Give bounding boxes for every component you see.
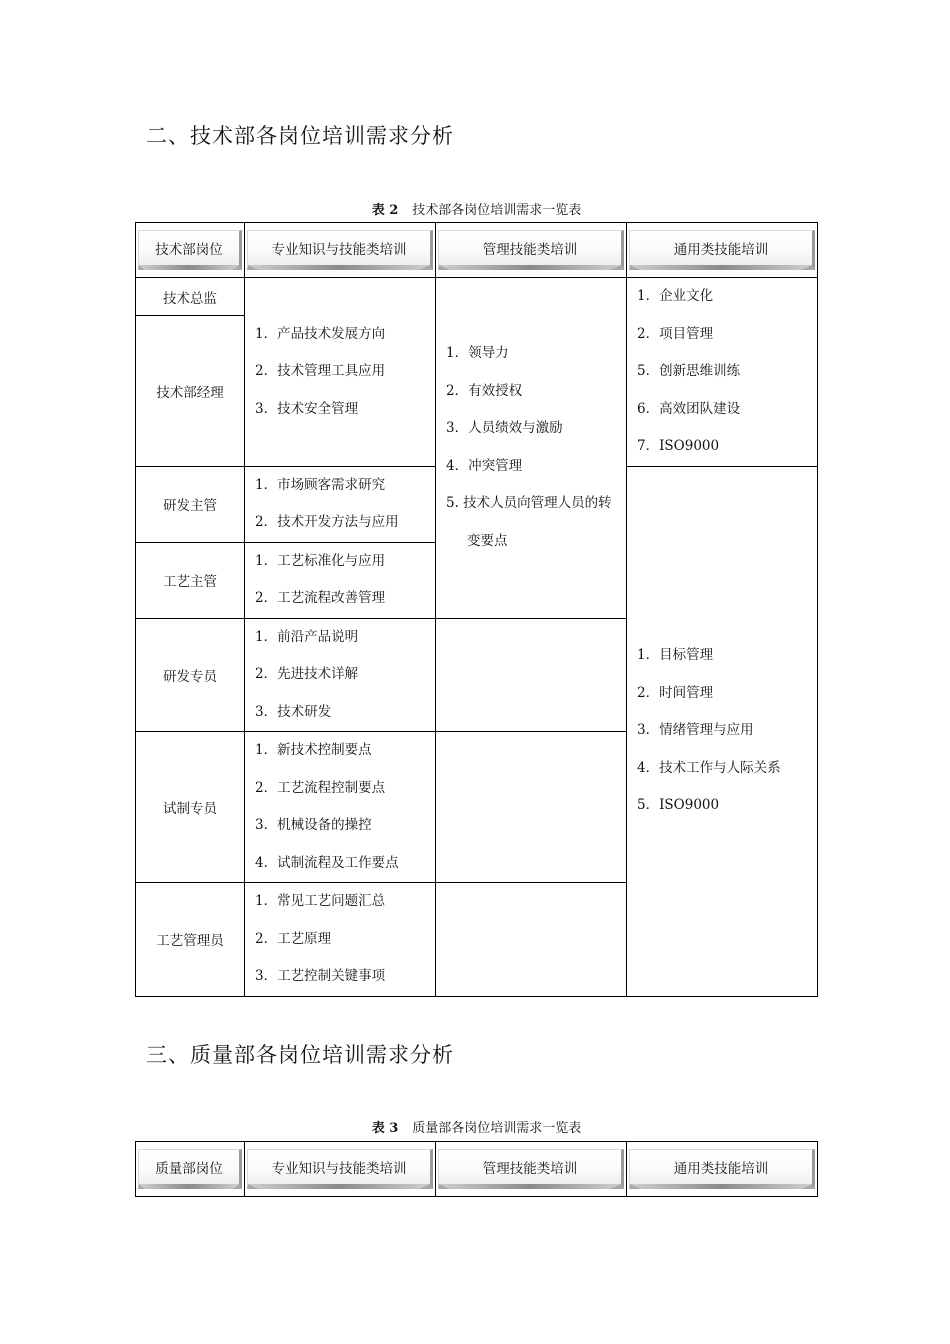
professional-cell: [245, 278, 436, 467]
section-title-tech: 二、技术部各岗位培训需求分析: [146, 124, 454, 148]
professional-cell: [245, 542, 436, 618]
position-cell: 研发专员: [136, 618, 245, 732]
caption-number: 表 2: [371, 203, 399, 218]
list-item: 5．创新思维训练: [637, 363, 741, 379]
list-item: 1．企业文化: [637, 288, 714, 304]
list-item: 4．技术工作与人际关系: [637, 759, 781, 776]
header-label: 管理技能类培训: [438, 230, 624, 270]
table-header-row: [136, 223, 818, 278]
list-item: 1．常见工艺问题汇总: [255, 893, 386, 909]
table-row: [136, 278, 818, 316]
position-cell: 工艺管理员: [136, 883, 245, 997]
list-item: 2．工艺原理: [255, 930, 332, 947]
header-label: 质量部岗位: [138, 1149, 242, 1189]
list-item-text: 5. 技术人员向管理人员的转: [446, 495, 612, 512]
list-item: 1．目标管理: [637, 647, 714, 664]
list-item: 6．高效团队建设: [637, 400, 741, 417]
list-item: 1．领导力: [446, 345, 509, 362]
list-item: 1．新技术控制要点: [255, 742, 372, 758]
header-cell-position: [136, 223, 245, 278]
general-cell-staff: [627, 466, 818, 996]
header-label: 通用类技能培训: [629, 230, 815, 270]
list-item: 4．冲突管理: [446, 457, 523, 474]
table-caption-tech: [136, 199, 817, 218]
caption-text: 技术部各岗位培训需求一览表: [412, 203, 582, 218]
list-item: 3．情绪管理与应用: [637, 722, 754, 739]
list-item: 1．工艺标准化与应用: [255, 552, 386, 569]
table-header-row: [136, 1142, 818, 1197]
general-cell-leaders: [627, 278, 818, 467]
list-item: 3．技术研发: [255, 703, 332, 720]
management-cell-empty: [436, 732, 627, 883]
header-cell-position: [136, 1142, 245, 1197]
list-item: 1．市场顾客需求研究: [255, 476, 386, 493]
position-cell: 技术部经理: [136, 316, 245, 466]
list-item: [446, 485, 626, 560]
professional-cell: [245, 883, 436, 997]
management-cell: [436, 278, 627, 619]
list-item: 2．技术开发方法与应用: [255, 514, 399, 530]
list-item: 3．机械设备的操控: [255, 817, 372, 833]
professional-cell: [245, 618, 436, 732]
position-cell: 技术总监: [136, 278, 245, 316]
list-item: 7．ISO9000: [637, 438, 720, 454]
header-cell-general: [627, 1142, 818, 1197]
list-item: 2．工艺流程控制要点: [255, 779, 386, 796]
header-label: 专业知识与技能类培训: [247, 230, 433, 270]
header-cell-management: [436, 223, 627, 278]
list-item: 4．试制流程及工作要点: [255, 854, 399, 871]
header-cell-professional: [245, 223, 436, 278]
table-caption-quality: [136, 1117, 817, 1136]
management-cell-empty: [436, 618, 627, 732]
header-label: 通用类技能培训: [629, 1149, 815, 1189]
header-cell-professional: [245, 1142, 436, 1197]
list-item: 2．先进技术详解: [255, 666, 359, 682]
header-cell-management: [436, 1142, 627, 1197]
list-item: 3．人员绩效与激励: [446, 420, 563, 437]
list-item: 2．有效授权: [446, 382, 523, 399]
list-item: 2．工艺流程改善管理: [255, 590, 386, 606]
header-label: 技术部岗位: [138, 230, 242, 270]
quality-training-table: [135, 1141, 818, 1197]
header-label: 管理技能类培训: [438, 1149, 624, 1189]
list-item: 2．技术管理工具应用: [255, 363, 386, 379]
list-item: 1．前沿产品说明: [255, 628, 359, 645]
list-item: 2．时间管理: [637, 684, 714, 701]
list-item: 1．产品技术发展方向: [255, 325, 386, 342]
header-label: 专业知识与技能类培训: [247, 1149, 433, 1189]
list-item: 2．项目管理: [637, 325, 714, 342]
list-item: 3．技术安全管理: [255, 400, 359, 417]
list-item: 5．ISO9000: [637, 797, 720, 814]
header-cell-general: [627, 223, 818, 278]
management-cell-empty: [436, 883, 627, 997]
professional-cell: [245, 732, 436, 883]
section-title-quality: 三、质量部各岗位培训需求分析: [146, 1043, 454, 1067]
position-cell: 工艺主管: [136, 542, 245, 618]
position-cell: 研发主管: [136, 466, 245, 542]
caption-number: 表 3: [371, 1121, 399, 1136]
list-item-continuation: 变要点: [467, 532, 508, 549]
professional-cell: [245, 466, 436, 542]
tech-training-table: [135, 222, 818, 997]
list-item: 3．工艺控制关键事项: [255, 968, 386, 984]
caption-text: 质量部各岗位培训需求一览表: [412, 1121, 582, 1136]
position-cell: 试制专员: [136, 732, 245, 883]
